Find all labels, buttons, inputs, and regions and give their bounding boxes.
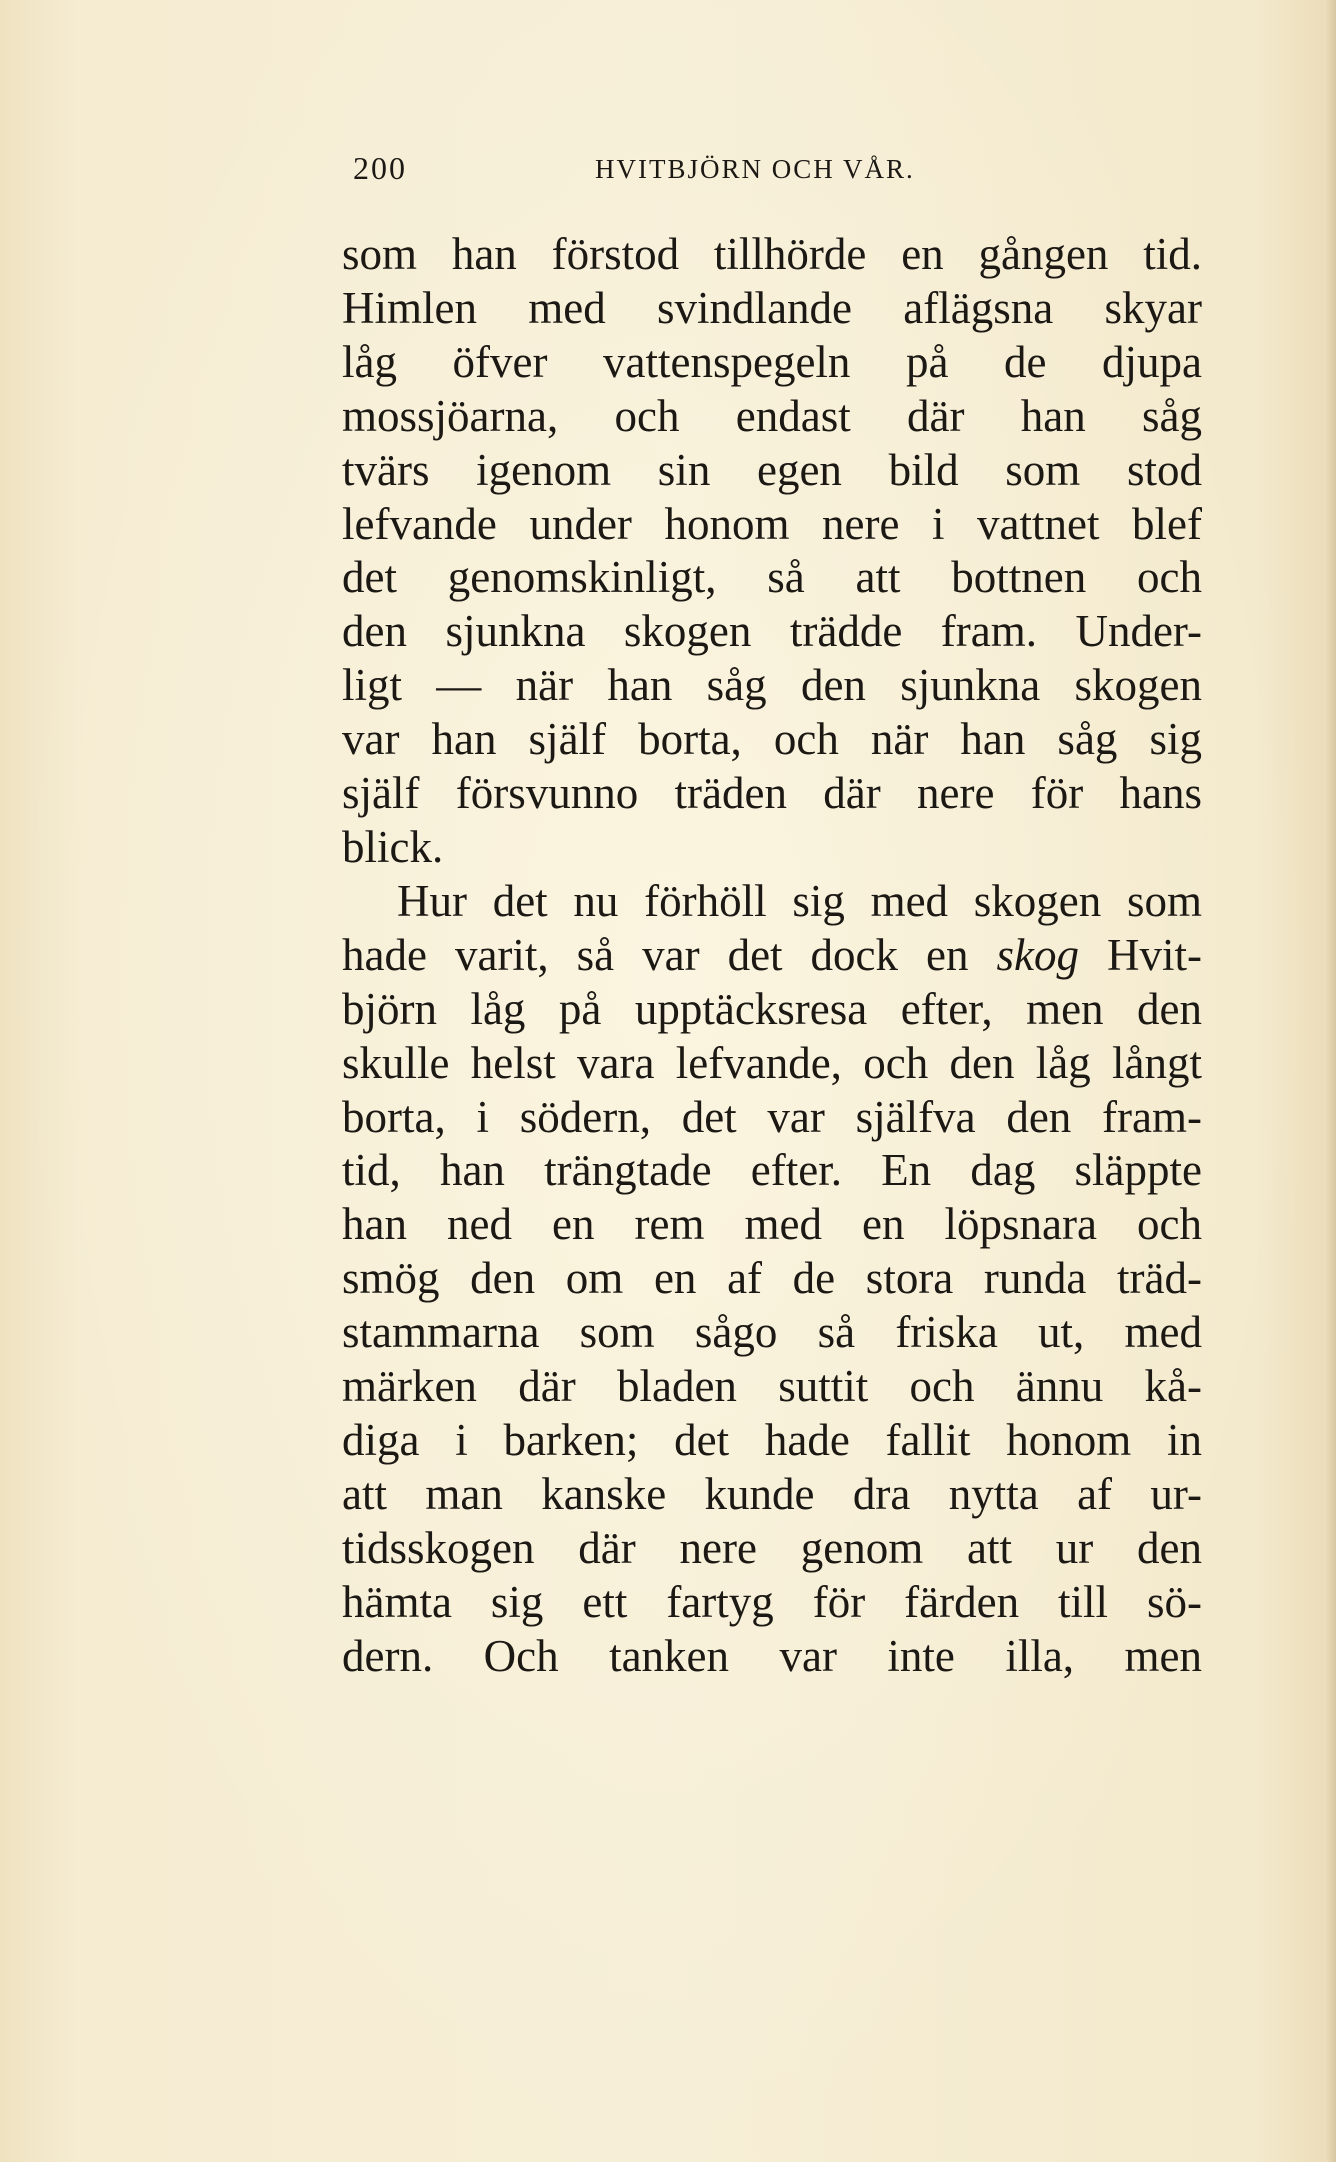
italic-word: skog: [996, 929, 1079, 980]
text-line: märken där bladen suttit och ännu kå-: [342, 1361, 1202, 1412]
text-line: att man kanske kunde dra nytta af ur-: [342, 1468, 1202, 1519]
text-line: smög den om en af de stora runda träd-: [342, 1253, 1202, 1304]
text-line: skulle helst vara lefvande, och den låg långt: [342, 1037, 1202, 1088]
text-line: lefvande under honom nere i vattnet blef: [342, 498, 1202, 549]
text-line: hämta sig ett fartyg för färden till sö-: [342, 1576, 1202, 1627]
text-line: blick.: [342, 821, 444, 872]
text-line: stammarna som sågo så friska ut, med: [342, 1307, 1202, 1358]
text-line: Himlen med svindlande aflägsna skyar: [342, 282, 1202, 333]
text-line: den sjunkna skogen trädde fram. Under-: [342, 606, 1202, 657]
text-line: tidsskogen där nere genom att ur den: [342, 1522, 1202, 1573]
text-line-with-italic: [342, 929, 1202, 983]
text-line: han ned en rem med en löpsnara och: [342, 1199, 1202, 1250]
text-run: Hvit-: [1079, 929, 1202, 980]
text-line: dern. Och tanken var inte illa, men: [342, 1630, 1202, 1681]
text-line: tid, han trängtade efter. En dag släppte: [342, 1145, 1202, 1196]
paragraph-first-line: Hur det nu förhöll sig med skogen som: [397, 875, 1202, 926]
text-line: mossjöarna, och endast där han såg: [342, 390, 1202, 441]
text-line: som han förstod tillhörde en gången tid.: [342, 229, 1202, 279]
page-edge-shadow: [1326, 0, 1336, 2162]
page-number: 200: [353, 150, 407, 186]
text-line: själf försvunno träden där nere för hans: [342, 768, 1202, 819]
text-line: diga i barken; det hade fallit honom in: [342, 1414, 1202, 1465]
text-line: ligt — när han såg den sjunkna skogen: [342, 660, 1202, 711]
text-run: hade varit, så var det dock en: [342, 929, 997, 980]
text-line: tvärs igenom sin egen bild som stod: [342, 444, 1202, 495]
text-line: det genomskinligt, så att bottnen och: [342, 552, 1202, 603]
text-line: låg öfver vattenspegeln på de djupa: [342, 336, 1202, 387]
body-text: [342, 228, 1202, 1683]
running-title: HVITBJÖRN OCH VÅR.: [595, 154, 915, 184]
page-header: [345, 150, 1200, 200]
text-line: borta, i södern, det var själfva den fram-: [342, 1091, 1202, 1142]
text-line: var han själf borta, och när han såg sig: [342, 714, 1202, 765]
text-line: björn låg på upptäcksresa efter, men den: [342, 983, 1202, 1034]
